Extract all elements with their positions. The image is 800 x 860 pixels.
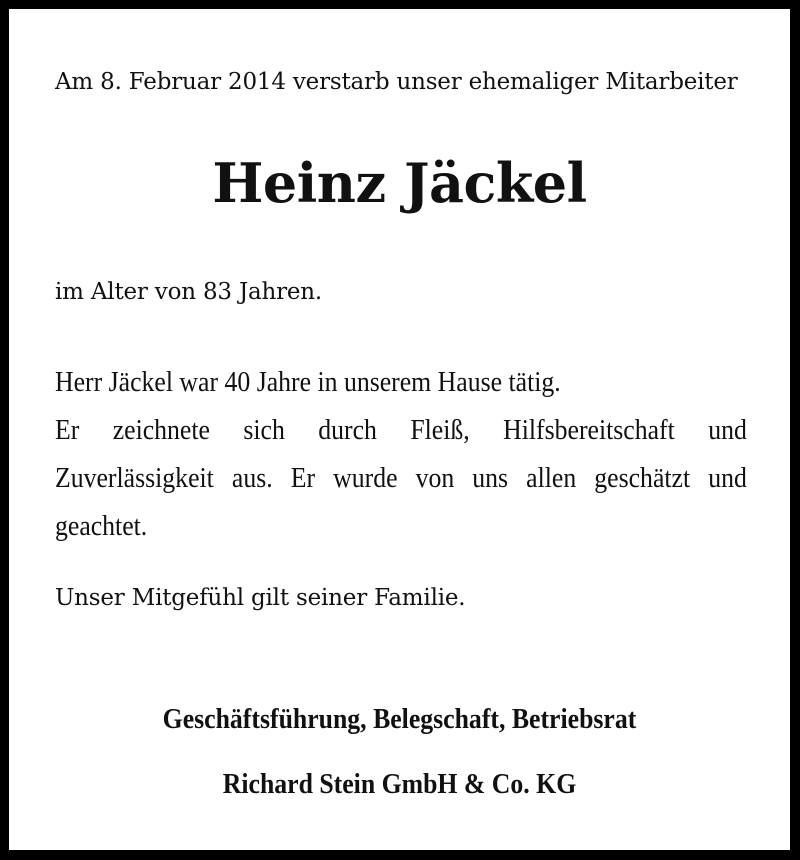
deceased-name: Heinz Jäckel [212, 151, 587, 215]
body-line-1: Herr Jäckel war 40 Jahre in unserem Hause tätig. [55, 367, 561, 398]
signature-company: Richard Stein GmbH & Co. KG [222, 769, 577, 800]
intro-text: Am 8. Februar 2014 verstarb unser ehemaliger Mitarbeiter [55, 69, 738, 95]
body-line-3: Zuverlässigkeit aus. Er wurde von uns allen geschätzt und [55, 463, 747, 494]
age-text: im Alter von 83 Jahren. [55, 279, 323, 305]
body-text [55, 359, 747, 551]
signature-groups: Geschäftsführung, Belegschaft, Betriebsrat [162, 704, 637, 735]
sympathy-text: Unser Mitgefühl gilt seiner Familie. [55, 585, 466, 611]
body-line-4: geachtet. [55, 511, 148, 542]
body-line-2: Er zeichnete sich durch Fleiß, Hilfsbereitschaft und [55, 415, 747, 446]
